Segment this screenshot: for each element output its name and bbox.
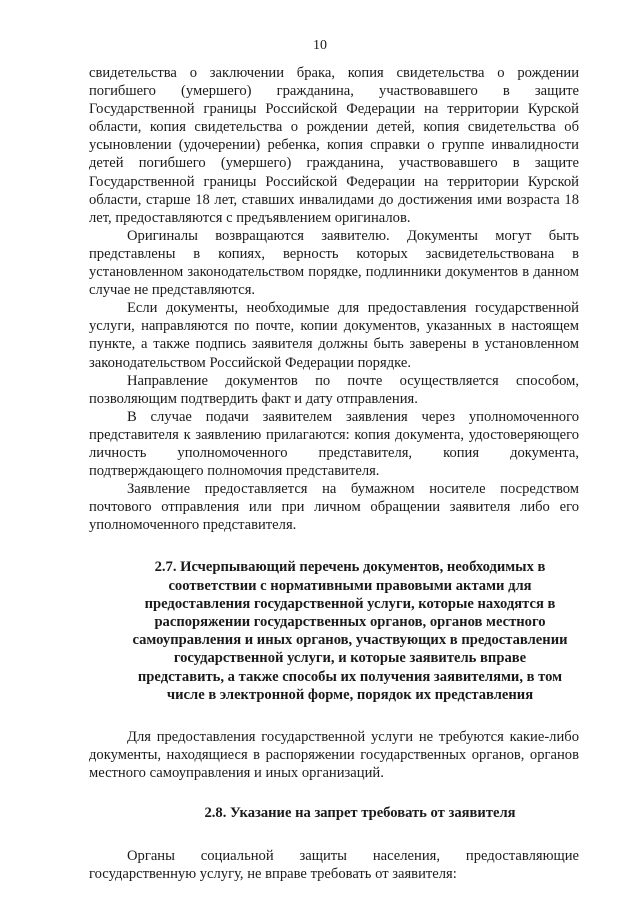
paragraph-representative: В случае подачи заявителем заявления через уполномоченного представителя к заявлению прилагаются: копия документа, удостоверяющего личность уполномоченного представителя, копия документа, подтверждающего полномочия представителя.: [89, 408, 579, 480]
section-heading-2-8: 2.8. Указание на запрет требовать от заявителя: [204, 805, 516, 822]
section-2-8-text: Органы социальной защиты населения, предоставляющие государственную услугу, не вправе требовать от заявителя:: [89, 847, 579, 882]
document-body: [89, 64, 579, 883]
section-heading-2-7: 2.7. Исчерпывающий перечень документов, необходимых в соответствии с нормативными правовыми актами для предоставления государственной услуги, которые находятся в распоряжении государственных органов, органов местного самоуправления и иных органов, участвующих в предоставлении государственной услуги, и которые заявитель вправе представить, а также способы их получения заявителями, в том числе в электронной форме, порядок их представления: [132, 559, 568, 703]
page-number: 10: [313, 38, 327, 53]
paragraph-originals-returned: Оригиналы возвращаются заявителю. Документы могут быть представлены в копиях, верность которых засвидетельствована в установленном законодательством порядке, подлинники документов в данном случае не представляются.: [89, 227, 579, 299]
paragraph-mail-method: Направление документов по почте осуществляется способом, позволяющим подтвердить факт и дату отправления.: [89, 372, 579, 407]
paragraph-mail-documents: Если документы, необходимые для предоставления государственной услуги, направляются по почте, копии документов, указанных в настоящем пункте, а также подпись заявителя должны быть заверены в установленном законодательством Российской Федерации порядке.: [89, 300, 579, 371]
section-2-7-text: Для предоставления государственной услуги не требуются какие-либо документы, находящиеся в распоряжении государственных органов, органов местного самоуправления и иных организаций.: [89, 729, 579, 782]
paragraph-application-submission: Заявление предоставляется на бумажном носителе посредством почтового отправления или при личном обращении заявителя либо его уполномоченного представителя.: [89, 481, 579, 534]
paragraph-continued: свидетельства о заключении брака, копия свидетельства о рождении погибшего (умершего) гражданина, участвовавшего в защите Государственной границы Российской Федерации на территории Курской области, копия свидетельства о рождении детей, копия свидетельства об усыновлении (удочерении) ребенка, копия справки о группе инвалидности детей погибшего (умершего) гражданина, участвовавшего в защите Государственной границы Российской Федерации на территории Курской области, старше 18 лет, ставших инвалидами до достижения ими возраста 18 лет, предоставляются с предъявлением оригиналов.: [89, 65, 579, 226]
